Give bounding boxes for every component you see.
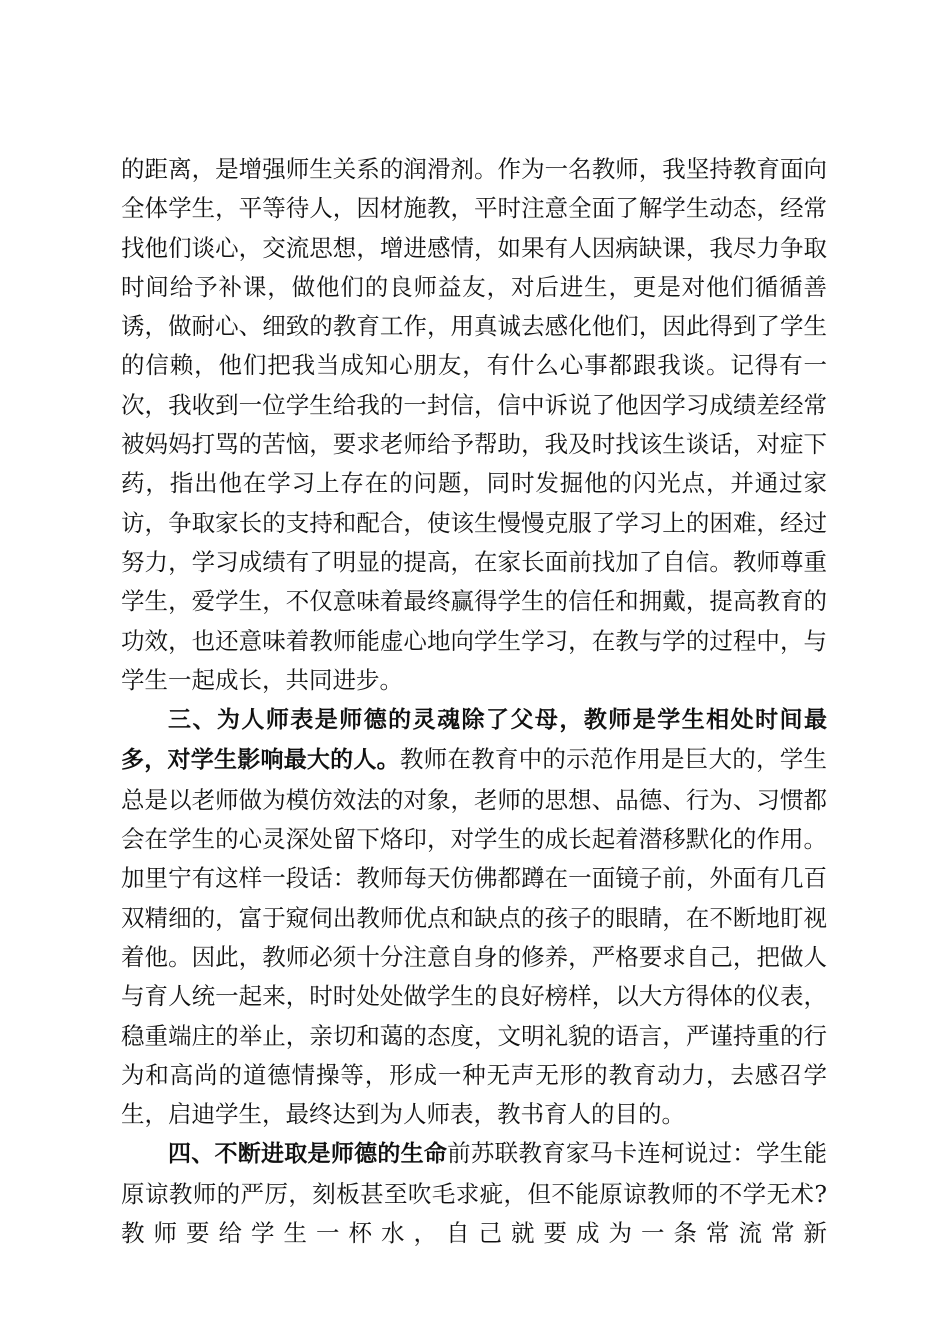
paragraph-text: 教师在教育中的示范作用是巨大的，学生总是以老师做为模仿效法的对象，老师的思想、品德、行为、习惯都会在学生的心灵深处留下烙印，对学生的成长起着潜移默化的作用。加里宁有这样一段话：教师每天仿佛都蹲在一面镜子前，外面有几百双精细的，富于窥伺出教师优点和缺点的孩子的眼睛，在不断地盯视着他。因此，教师必须十分注意自身的修养，严格要求自己，把做人与育人统一起来，时时处处做学生的良好榜样，以大方得体的仪表，稳重端庄的举止，亲切和蔼的态度，文明礼貌的语言，严谨持重的行为和高尚的道德情操等，形成一种无声无形的教育动力，去感召学生，启迪学生，最终达到为人师表，教书育人的目的。 xyxy=(121,745,828,1129)
document-body xyxy=(121,150,827,1253)
section-heading-four: 四、不断进取是师德的生命 xyxy=(168,1141,448,1168)
paragraph-role-model xyxy=(121,700,827,1134)
paragraph-text: 前苏联教育家马卡连柯说过：学生能原谅教师的严厉，刻板甚至吹毛求疵，但不能原谅教师的不学无术?教师要给学生一杯水，自己就要成为一条常流常新 xyxy=(121,1139,828,1248)
paragraph-continuous-progress xyxy=(121,1134,827,1253)
paragraph-text: 的距离，是增强师生关系的润滑剂。作为一名教师，我坚持教育面向全体学生，平等待人，因材施教，平时注意全面了解学生动态，经常找他们谈心，交流思想，增进感情，如果有人因病缺课，我尽力争取时间给予补课，做他们的良师益友，对后进生，更是对他们循循善诱，做耐心、细致的教育工作，用真诚去感化他们，因此得到了学生的信赖，他们把我当成知心朋友，有什么心事都跟我谈。记得有一次，我收到一位学生给我的一封信，信中诉说了他因学习成绩差经常被妈妈打骂的苦恼，要求老师给予帮助，我及时找该生谈话，对症下药，指出他在学习上存在的问题，同时发掘他的闪光点，并通过家访，争取家长的支持和配合，使该生慢慢克服了学习上的困难，经过努力，学习成绩有了明显的提高，在家长面前找加了自信。教师尊重学生，爱学生，不仅意味着最终赢得学生的信任和拥戴，提高教育的功效，也还意味着教师能虚心地向学生学习，在教与学的过程中，与学生一起成长，共同进步。 xyxy=(121,155,827,694)
paragraph-teacher-student-relations xyxy=(121,150,827,700)
section-heading-three: 三、为人师表是师德的灵魂除了父母，教师是学生相处时间最多，对学生影响最大的人。 xyxy=(121,707,827,774)
